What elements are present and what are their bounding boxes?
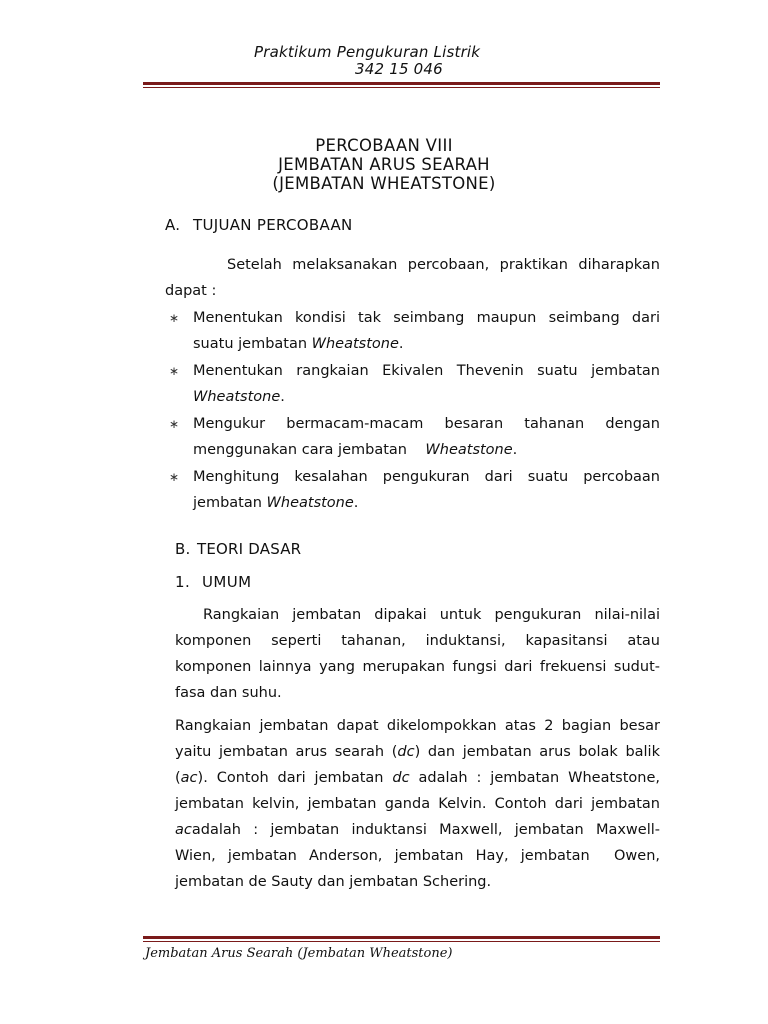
p2-line-6: Wien, jembatan Anderson, jembatan Hay, jembatan Owen, <box>175 848 660 864</box>
asterisk-bullet-icon: ∗ <box>169 311 180 325</box>
header-course-title: Praktikum Pengukuran Listrik <box>254 43 481 61</box>
asterisk-bullet-icon: ∗ <box>169 417 180 431</box>
bullet-1-line-2: suatu jembatan Wheatstone. <box>193 336 404 352</box>
bullet-2-line-1: Menentukan rangkaian Ekivalen Thevenin suatu jembatan <box>193 363 660 379</box>
intro-line-2: dapat : <box>165 283 217 299</box>
asterisk-bullet-icon: ∗ <box>169 364 180 378</box>
p1-line-1: Rangkaian jembatan dipakai untuk pengukuran nilai-nilai <box>203 607 660 623</box>
p2-line-4: jembatan kelvin, jembatan ganda Kelvin. Contoh dari jembatan <box>175 796 660 812</box>
bullet-4-line-1: Menghitung kesalahan pengukuran dari suatu percobaan <box>193 469 660 485</box>
document-title <box>0 136 768 193</box>
objectives-list <box>165 305 660 517</box>
p2-line-1: Rangkaian jembatan dapat dikelompokkan atas 2 bagian besar <box>175 718 660 734</box>
asterisk-bullet-icon: ∗ <box>169 470 180 484</box>
p2-line-3: (ac). Contoh dari jembatan dc adalah : jembatan Wheatstone, <box>175 770 660 786</box>
page-footer: Jembatan Arus Searah (Jembatan Wheatstone) <box>145 946 453 961</box>
p2-line-2: yaitu jembatan arus searah (dc) dan jembatan arus bolak balik <box>175 744 660 760</box>
list-item <box>165 358 660 410</box>
p1-line-2: komponen seperti tahanan, induktansi, kapasitansi atau <box>175 633 660 649</box>
section-a-letter: A. <box>165 216 181 234</box>
bullet-3-line-1: Mengukur bermacam-macam besaran tahanan dengan <box>193 416 660 432</box>
section-a-heading <box>165 216 353 234</box>
paragraph-umum-1 <box>175 602 660 706</box>
bullet-3-line-2: menggunakan cara jembatan Wheatstone. <box>193 442 518 458</box>
intro-paragraph <box>165 252 660 304</box>
list-item <box>165 411 660 463</box>
subsection-number: 1. <box>175 573 191 591</box>
intro-line-1: Setelah melaksanakan percobaan, praktikan diharapkan <box>227 257 660 273</box>
title-line-1: PERCOBAAN VIII <box>315 136 453 155</box>
list-item <box>165 464 660 516</box>
section-a-title: TUJUAN PERCOBAAN <box>193 216 353 234</box>
section-b-letter: B. <box>175 540 191 558</box>
bullet-1-line-1: Menentukan kondisi tak seimbang maupun seimbang dari <box>193 310 660 326</box>
title-line-2: JEMBATAN ARUS SEARAH <box>278 155 490 174</box>
bullet-2-line-2: Wheatstone. <box>193 389 285 405</box>
section-b-heading <box>175 540 301 558</box>
paragraph-umum-2 <box>175 713 660 895</box>
section-b-title: TEORI DASAR <box>197 540 302 558</box>
subsection-1-heading <box>175 573 251 591</box>
footer-rule <box>143 936 660 942</box>
p2-line-5: acadalah : jembatan induktansi Maxwell, jembatan Maxwell- <box>175 822 660 838</box>
subsection-title: UMUM <box>202 573 252 591</box>
p2-line-7: jembatan de Sauty dan jembatan Schering. <box>175 874 492 890</box>
bullet-4-line-2: jembatan Wheatstone. <box>193 495 359 511</box>
header-rule <box>143 82 660 88</box>
list-item <box>165 305 660 357</box>
p1-line-3: komponen lainnya yang merupakan fungsi dari frekuensi sudut- <box>175 659 660 675</box>
title-line-3: (JEMBATAN WHEATSTONE) <box>272 174 496 193</box>
p1-line-4: fasa dan suhu. <box>175 685 282 701</box>
header-course-code: 342 15 046 <box>355 60 443 78</box>
